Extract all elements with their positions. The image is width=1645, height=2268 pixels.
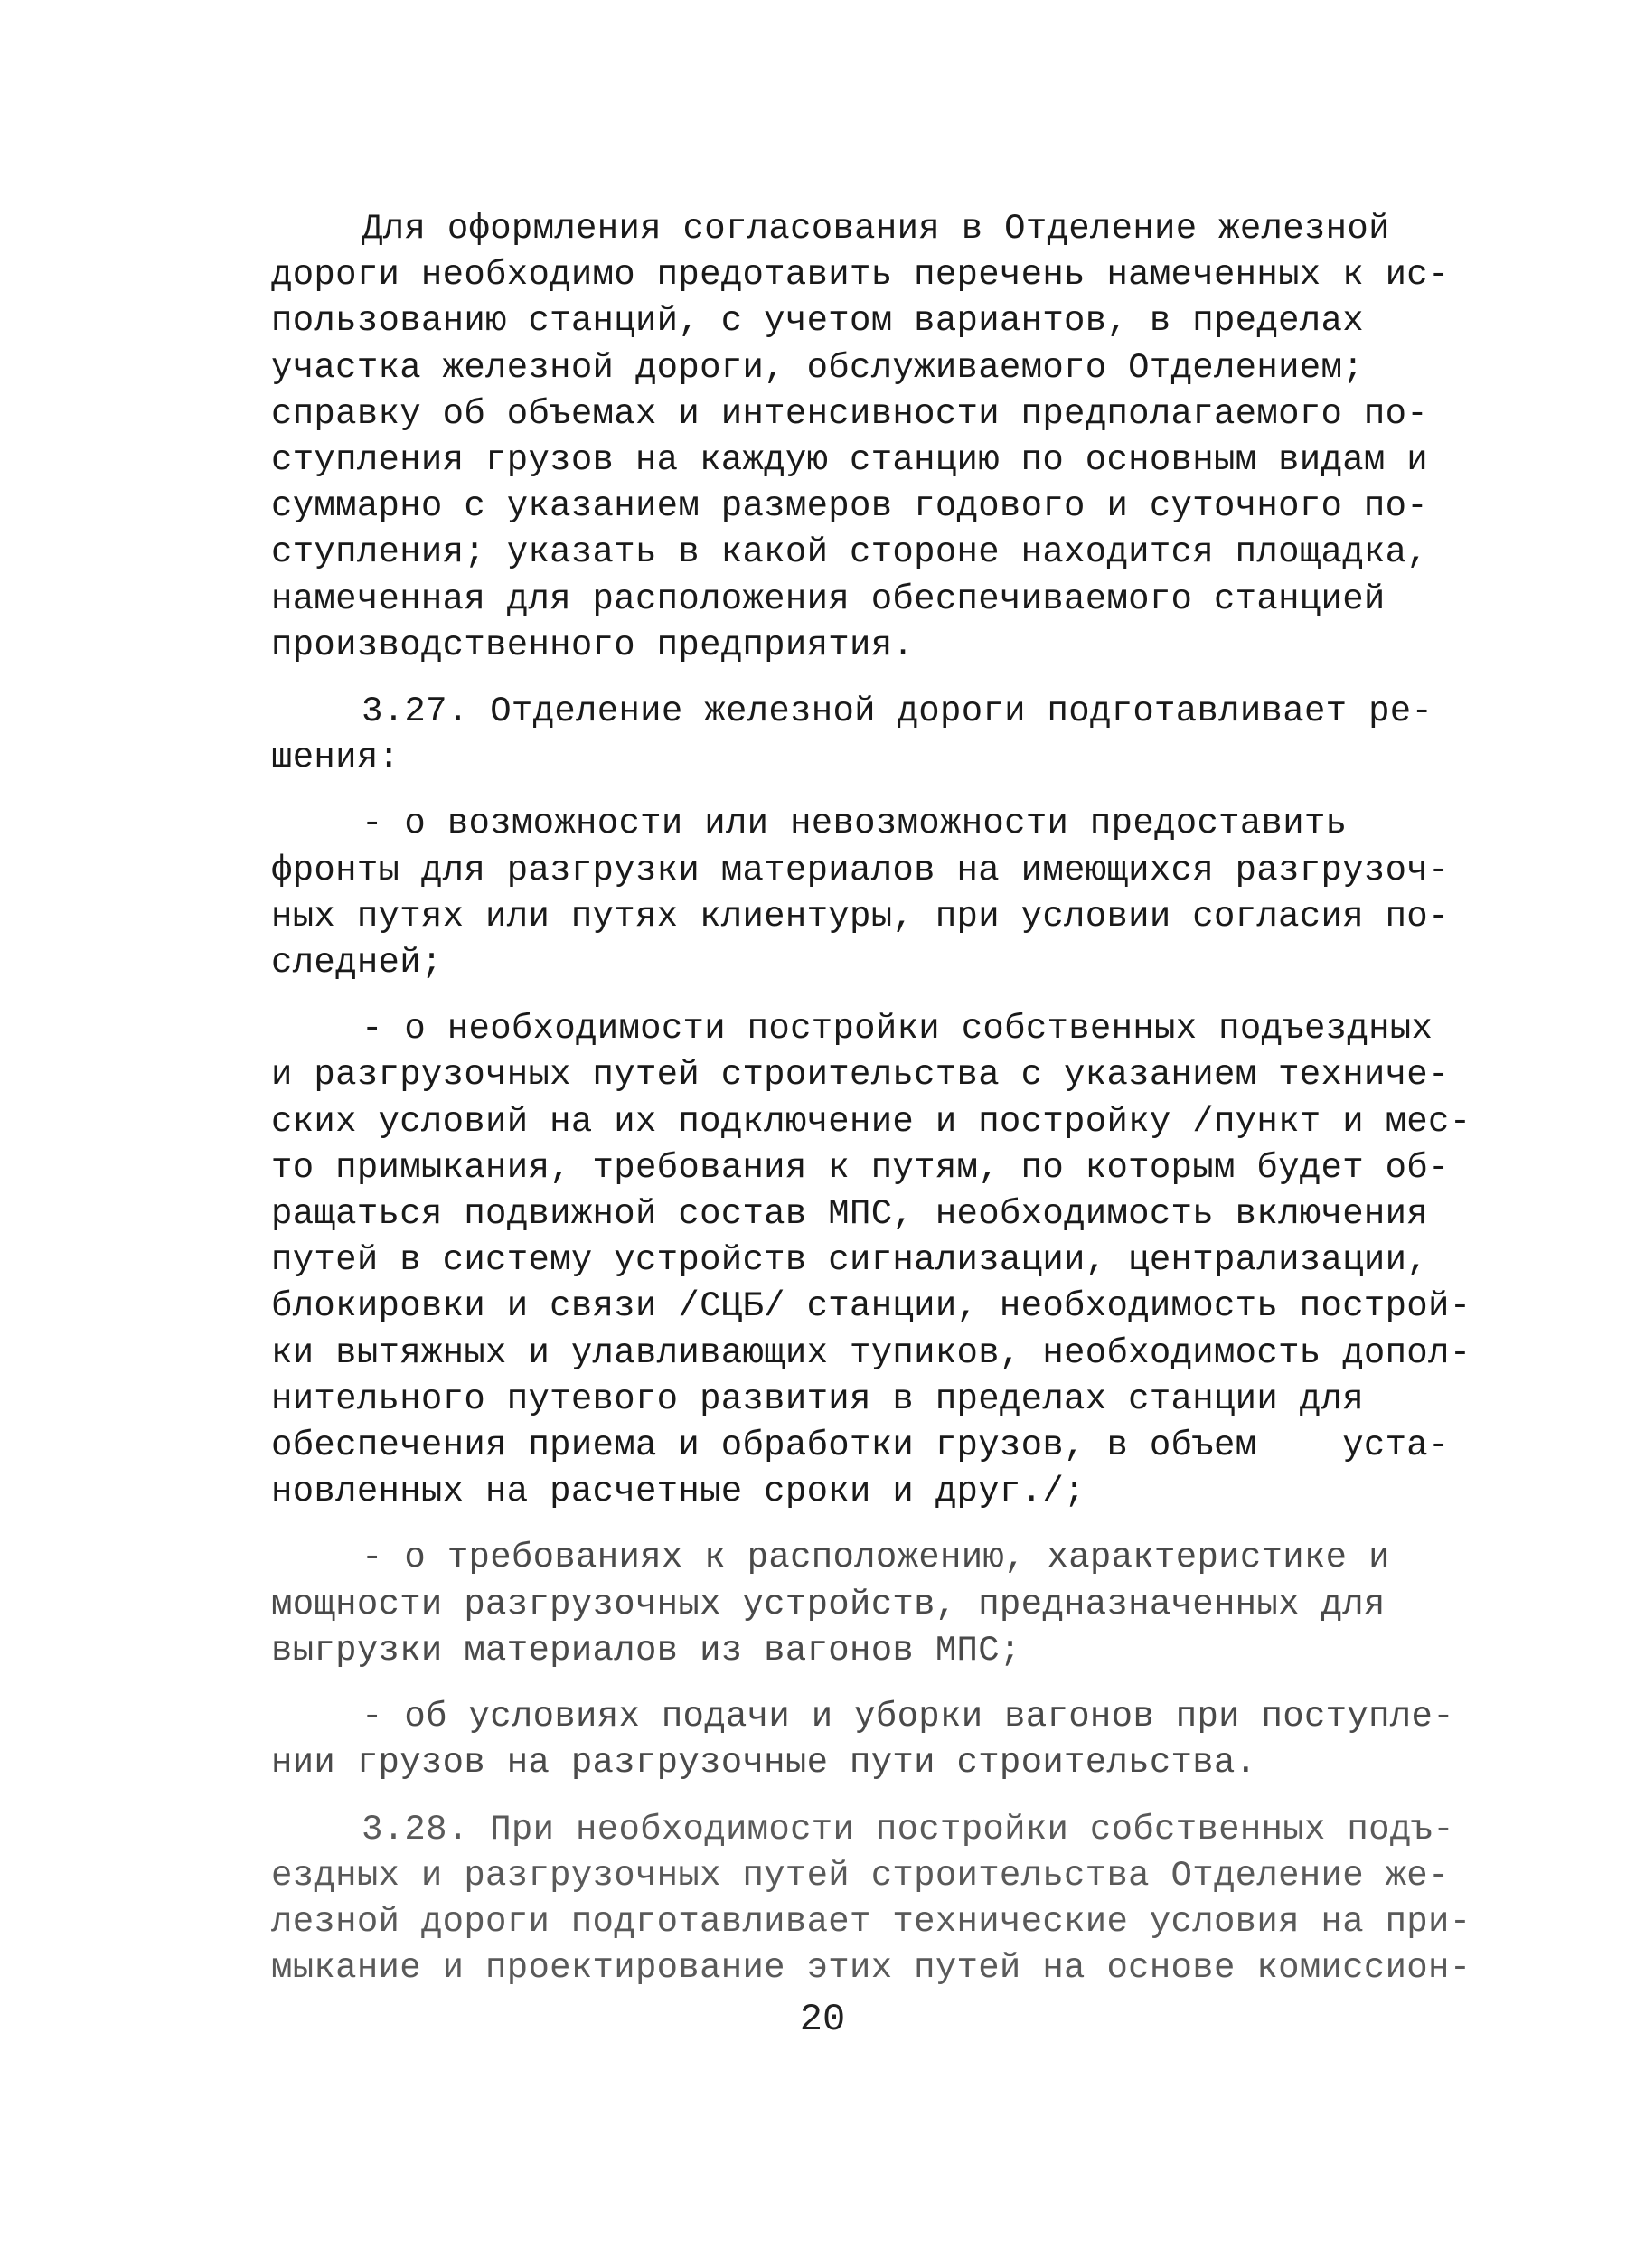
page-number: 20 [799,1998,846,2041]
text-line: - об условиях подачи и уборки вагонов при поступле- [362,1697,1454,1737]
text-line: нии грузов на разгрузочные пути строительства. [271,1743,1257,1783]
text-line: путей в систему устройств сигнализации, централизации, [271,1240,1429,1281]
text-line: ездных и разгрузочных путей строительства Отделение же- [271,1855,1450,1896]
text-line: ных путях или путях клиентуры, при условии согласия по- [271,896,1450,936]
text-line: нительного путевого развития в пределах станции для [271,1379,1364,1419]
text-line: ступления; указать в какой стороне находится площадка, [271,532,1429,573]
text-line: участка железной дороги, обслуживаемого Отделением; [271,347,1364,388]
text-line: мощности разгрузочных устройств, предназначенных для [271,1584,1386,1624]
text-line: следней; [271,943,443,983]
text-line: лезной дороги подготавливает технические условия на при- [271,1901,1471,1942]
text-line: то примыкания, требования к путям, по которым будет об- [271,1147,1450,1188]
text-line: суммарно с указанием размеров годового и суточного по- [271,486,1429,527]
document-body [271,206,1471,2011]
text-line: ращаться подвижной состав МПС, необходимость включения [271,1194,1429,1235]
text-line: ступления грузов на каждую станцию по основным видам и [271,440,1429,481]
text-line: ки вытяжных и улавливающих тупиков, необходимость допол- [271,1332,1471,1373]
list-item-construction [271,1006,1471,1515]
paragraph-section-3-27 [271,689,1434,781]
text-line: ских условий на их подключение и постройку /пункт и мес- [271,1101,1471,1142]
list-item-conditions [271,1694,1454,1786]
text-line: новленных на расчетные сроки и друг./; [271,1472,1086,1512]
text-line: выгрузки материалов из вагонов МПС; [271,1630,1021,1670]
text-line: Для оформления согласования в Отделение железной [362,209,1390,249]
list-item-possibility [271,801,1450,986]
text-line: справку об объемах и интенсивности предполагаемого по- [271,393,1429,434]
section-heading-line: 3.27. Отделение железной дороги подготавливает ре- [362,692,1434,732]
text-line: шения: [271,738,400,778]
text-line: мыкание и проектирование этих путей на основе комиссион- [271,1948,1471,1989]
text-line: дороги необходимо предотавить перечень намеченных к ис- [271,255,1450,296]
text-line: - о требованиях к расположению, характеристике и [362,1538,1390,1578]
text-line: производственного предприятия. [271,625,915,665]
text-line: и разгрузочных путей строительства с указанием техниче- [271,1055,1450,1096]
text-line: намеченная для расположения обеспечиваемого станцией [271,579,1386,619]
text-line: обеспечения приема и обработки грузов, в объем уста- [271,1426,1450,1466]
text-line: блокировки и связи /СЦБ/ станции, необходимость построй- [271,1286,1471,1327]
text-line: - о возможности или невозможности предоставить [362,804,1348,844]
paragraph-section-3-28 [271,1807,1471,1992]
section-heading-line: 3.28. При необходимости постройки собственных подъ- [362,1809,1454,1849]
text-line: фронты для разгрузки материалов на имеющихся разгрузоч- [271,850,1450,890]
text-line: пользованию станций, с учетом вариантов, в пределах [271,301,1364,342]
text-line: - о необходимости постройки собственных подъездных [362,1009,1434,1049]
paragraph-intro [271,206,1450,669]
list-item-requirements [271,1535,1390,1674]
